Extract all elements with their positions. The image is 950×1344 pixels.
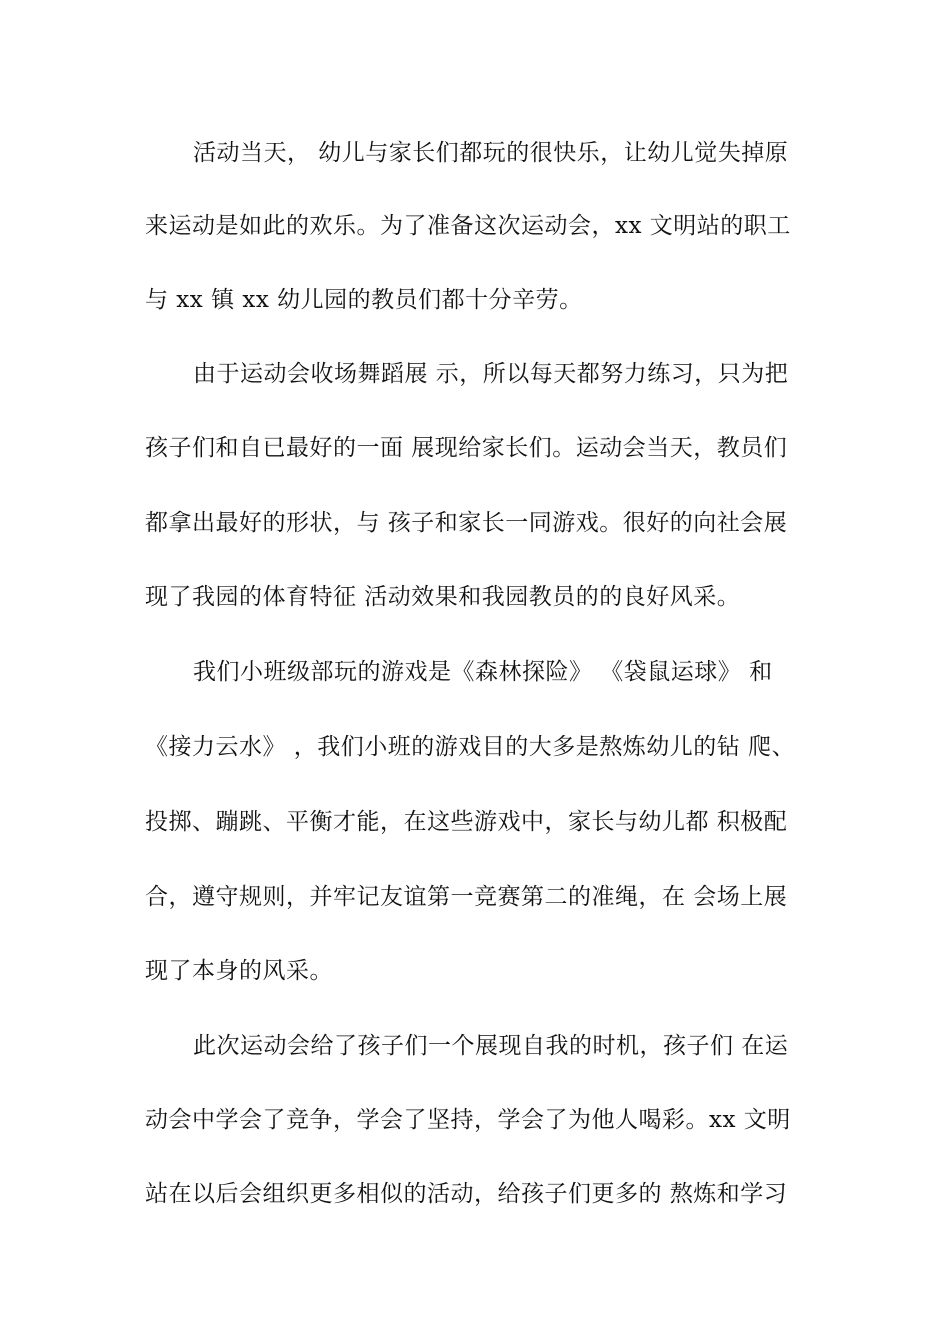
paragraph-1-line-3: 与 xx 镇 xx 幼儿园的教员们都十分辛劳。 [145,287,583,313]
paragraph-4-line-3: 站在以后会组织更多相似的活动，给孩子们更多的 熬炼和学习 [145,1181,788,1207]
paragraph-3-line-2: 《接力云水》 ，我们小班的游戏目的大多是熬炼幼儿的钻 爬、 [145,734,796,760]
paragraph-4-line-2: 动会中学会了竞争，学会了坚持，学会了为他人喝彩。xx 文明 [145,1107,791,1133]
paragraph-3-line-1: 我们小班级部玩的游戏是《森林探险》 《袋鼠运球》 和 [193,659,773,685]
paragraph-3-line-4: 合，遵守规则，并牢记友谊第一竞赛第二的准绳，在 会场上展 [145,884,788,910]
paragraph-3-line-3: 投掷、蹦跳、平衡才能，在这些游戏中，家长与幼儿都 积极配 [145,809,788,835]
paragraph-2-line-2: 孩子们和自已最好的一面 展现给家长们。运动会当天，教员们 [145,435,788,461]
paragraph-3-line-5: 现了本身的风采。 [145,958,333,984]
paragraph-2-line-1: 由于运动会收场舞蹈展 示，所以每天都努力练习，只为把 [193,361,789,387]
paragraph-1-line-2: 来运动是如此的欢乐。为了准备这次运动会，xx 文明站的职工 [145,213,791,239]
paragraph-1-line-1: 活动当天， 幼儿与家长们都玩的很快乐，让幼儿觉失掉原 [193,140,789,166]
paragraph-2-line-4: 现了我园的体育特征 活动效果和我园教员的的良好风采。 [145,584,741,610]
paragraph-2-line-3: 都拿出最好的形状，与 孩子和家长一同游戏。很好的向社会展 [145,510,788,536]
paragraph-4-line-1: 此次运动会给了孩子们一个展现自我的时机，孩子们 在运 [193,1033,789,1059]
